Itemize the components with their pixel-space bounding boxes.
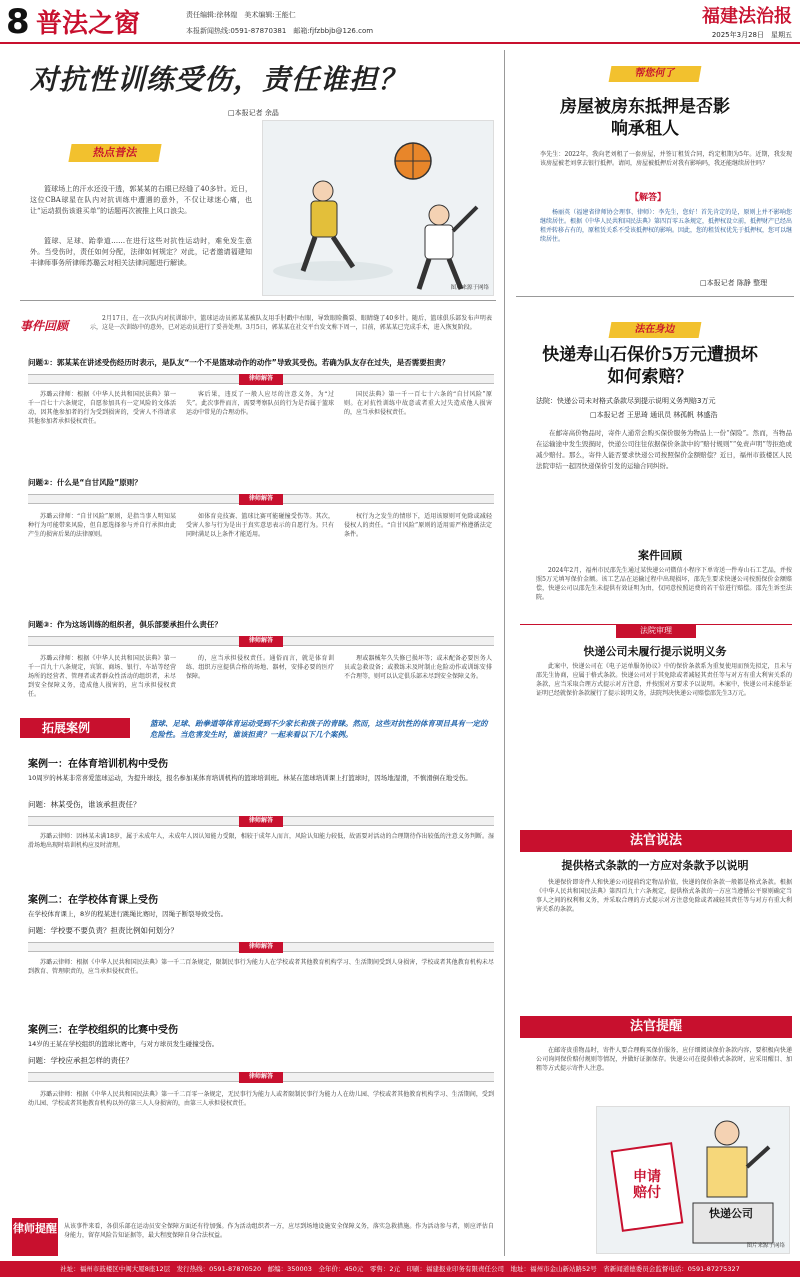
answer-bar-2 [28,494,494,504]
right2-lead: 在邮寄高价物品时，寄件人通常会购买保价服务为物品上一份“保险”。然而，当物品在运输途中发生毁损时，快递公司往往依据保价条款中的“赔付规则”“免责声明”等拒绝或减少赔付。那么，寄件人能否要求快递公司按照保价金额赔偿？近日，福州市鼓楼区人民法院审结一起因快递保价引发的运输合同纠纷。 [536,429,792,470]
judge-reminder-text: 在邮寄贵重物品时，寄件人要合理购买保价服务，应仔细阅读保价条款内容，要积极向快递公司询问保价赔付规则等情况，并做好证据保存。快递公司在提供格式条款时，应采用醒目、加粗等方式提示寄件人注意。 [536,1047,792,1072]
case-1-description: 10周岁的林某非常喜爱篮球运动，为提升球技，报名参加某体育培训机构的篮球培训班。林某在篮球培训课上打篮球时，因场地湿滑，不慎滑倒在地受伤。 [28,774,472,782]
court-section-rule [520,624,792,638]
right2-case-review-text: 2024年2月，福州市民邵先生通过某快递公司微信小程序下单寄送一件寿山石工艺品，并按照5万元填写保价金额。该工艺品在运输过程中出现损坏，邵先生要求快递公司按照保价金额赔偿，快递公司以邵先生未提供有效证明为由，仅同意按照运费的若干倍进行赔偿。邵先生诉至法院。 [536,567,792,601]
section-title: 普法之窗 [36,9,141,39]
extension-intro: 篮球、足球、跆拳道等体育运动受到不少家长和孩子的青睐。然而，这些对抗性的体育项目具有一定的危险性。当危害发生时，谁该担责？一起来看以下几个案例。 [150,719,488,739]
judge-reminder-banner: 法官提醒 [520,1016,792,1038]
case-review-tag: 事件回顾 [20,319,69,333]
column-divider [504,50,505,1256]
ask-answer-tag: 帮您何了 [609,66,702,82]
lawyer-reminder-tag: 律师提醒 [12,1218,58,1256]
answer-3-col-3: 理或器械年久失修已损坏等；或未配备必要医务人员或急救设备；或教练未及时制止危险动作或训练安排不合理等，则可以认定俱乐部未尽到安全保障义务。 [344,655,492,680]
case-1-title: 案例一：在体育培训机构中受伤 [28,759,168,770]
judge-subhead: 提供格式条款的一方应对条款予以说明 [561,859,749,872]
editors: 责任编辑:徐林煌 美术编辑:王能仁 [186,11,296,19]
case-3-description: 14岁的王某在学校组织的篮球比赛中，与对方球员发生碰撞受伤。 [28,1040,219,1048]
lead-paragraph-2: 篮球、足球、跆拳道……在进行这些对抗性运动时，难免发生意外。当受伤时，责任如何分配，法律如何规定？对此，记者邀请福建知丰律师事务所律师苏璐云对相关法律问题进行解读。 [30,237,252,267]
compensation-illustration-icon [597,1107,790,1254]
lawyer-reminder-text: 从该事件来看，各俱乐部在运动员安全保障方面还有待加强。作为活动组织者一方，应尽到场地设施安全保障义务，落实急救措施。作为活动参与者，则应评估自身能力，留存风险告知证据等，最大程度保障自身合法权益。 [64,1223,494,1239]
answer-label: 律师解答 [239,1072,283,1083]
basketball-illustration [262,120,494,296]
case-2-answer: 苏璐云律师：根据《中华人民共和国民法典》第一千二百条规定，限制民事行为能力人在学校或者其他教育机构学习、生活期间受到人身损害，学校或者其他教育机构未尽到教育、管理职责的，应当承担侵权责任。 [28,959,494,975]
case-review-text: 2月17日，在一次队内对抗训练中，篮球运动员郭某某被队友用手肘戳中右眼，导致眼睑撕裂、眼睛缝了40多针。随后，篮球俱乐部发布声明表示，这是一次训练中的意外，已对运动员进行了妥善处理。3月5日，郭某某在社交平台发文称下周一，目前，郭某某已完成手术，进入恢复阶段。 [90,315,492,331]
case-2-title: 案例二：在学校体育课上受伤 [28,895,158,906]
right1-headline: 房屋被房东抵押是否影响承租人 [560,97,730,139]
case-2-description: 在学校体育课上，8岁的程某进行跳绳比赛时，因绳子断裂导致受伤。 [28,910,228,918]
footer: 社址：福州市鼓楼区中闽大厦8座12层 发行热线：0591-87870520 邮编：350003 全年价：450元 零售：2元 印刷：福建报业印务有限责任公司 地址：福州市金山新站路52号 省新闻道德委员会监督电话：0591-87275327 [0,1261,800,1277]
hot-topic-tag: 热点普法 [68,144,161,162]
issue-date: 2025年3月28日 星期五 [711,31,792,39]
players-illustration-icon [263,121,494,296]
right2-subhead: 法院：快递公司未对格式条款尽到提示说明义务判赔3万元 [536,397,716,405]
right1-question: 李先生：2022年，我向老刘租了一套房屋，并签订租赁合同，约定租期为5年。近期，我发现该房屋被老刘拿去银行抵押。请问，房屋被抵押后对我有影响吗，我还能继续居住吗？ [540,151,792,167]
right2-headline: 快递寿山石保价5万元遭损坏如何索赔？ [542,345,758,387]
right1-answer: 杨丽英（福建省律师协会理事、律师）：李先生，您好！首先肯定的是，原则上并不影响您继续居住。根据《中华人民共和国民法典》第四百零五条规定，抵押权设立前，抵押财产已经出租并转移占有的，原租赁关系不受该抵押权的影响。因此，您的租赁权优先于抵押权，您可以继续居住。 [540,209,793,243]
court-subhead: 快递公司未履行提示说明义务 [583,645,727,658]
hotline: 本报新闻热线:0591-87870381 邮箱:fjfzbbjb@126.com [186,27,374,35]
court-text: 此案中，快递公司在《电子运单服务协议》中的保价条款系为重复使用而预先拟定，且未与邵先生协商，应属于格式条款。快递公司对于其免除或者减轻其责任等与对方有重大利害关系的条款，应当采取合理方式提示对方注意，并按照对方要求予以说明。本案中，快递公司未能举证证明已经就保价条款履行了提示说明义务，法院判决快递公司赔偿邵先生3万元。 [536,663,792,697]
answer-label: 律师解答 [239,942,283,953]
lead-paragraph-1: 篮球场上的汗水还没干透，郭某某的右眼已经缝了40多针。近日，这位CBA球星在队内对抗训练中遭遇的意外，不仅让球迷心痛，也让“运动损伤该谁买单”的话题再次被推上风口浪尖。 [30,185,252,215]
answer-bar-case-2 [28,942,494,952]
answer-label: 律师解答 [239,494,283,505]
masthead [0,0,800,44]
right1-byline: □本报记者 陈静 整理 [700,279,768,287]
page-number: 8 [6,2,30,42]
claim-illustration [596,1106,790,1254]
answer-2-col-2: 如体育竞技赛、篮球比赛可能碰撞受伤等。其次，受害人参与行为是出于真实意思表示的自愿行为。只有同时满足以上条件才能适用。 [186,513,334,538]
law-around-tag: 法在身边 [609,322,702,338]
answer-bar-case-3 [28,1072,494,1082]
answer-label: 律师解答 [239,374,283,385]
divider [516,296,794,297]
answer-3-col-1: 苏璐云律师：根据《中华人民共和国民法典》第一千一百九十八条规定，宾馆、商场、银行、车站等经营场所的经营者、管理者或者群众性活动的组织者，未尽到安全保障义务，造成他人损害的，应当承担侵权责任。 [28,655,176,698]
extension-cases-tag: 拓展案例 [20,718,130,738]
answer-bar-1 [28,374,494,384]
paper-name: 福建法治报 [702,6,792,27]
answer-2-col-3: 权行为之发生的情形下，适用该原则可免除或减轻侵权人的责任。“自甘风险”原则的适用需严格遵循法定条件。 [344,513,492,538]
case-2-question: 问题：学校要不要负责？担责比例如何划分？ [28,926,178,935]
right1-answer-label: 【解答】 [630,193,667,203]
right2-byline: □本报记者 王思琦 通讯员 林孤帆 林盛浩 [590,411,718,419]
case-3-title: 案例三：在学校组织的比赛中受伤 [28,1025,178,1036]
main-headline: 对抗性训练受伤，责任谁担？ [30,63,408,96]
image-credit: 图片来源于网络 [746,1243,785,1250]
image-credit: 图片来源于网络 [450,285,489,292]
divider [20,300,496,301]
answer-bar-case-1 [28,816,494,826]
courier-sign-text: 快递公司 [709,1207,753,1220]
case-1-question: 问题：林某受伤，谁该承担责任？ [28,800,141,809]
answer-1-col-2: 客后果，违反了一般人应尽的注意义务，为“过失”。此次事件而言，需要考察队员的行为是否属于篮球运动中常见的合理动作。 [186,391,334,416]
judge-text: 快递保价即寄件人和快递公司提前约定物品价值，快递的保价条款一般都是格式条款。根据《中华人民共和国民法典》第四百九十六条规定，提供格式条款的一方应当遵循公平原则确定当事人之间的权利和义务，并采取合理的方式提示对方注意免除或者减轻其责任等与对方有重大利害关系的条款。 [536,879,792,913]
case-3-question: 问题：学校应承担怎样的责任？ [28,1056,133,1065]
judge-says-banner: 法官说法 [520,830,792,852]
court-title: 法院审理 [616,624,696,638]
claim-sign-text: 申请赔付 [633,1169,661,1201]
answer-3-col-2: 的，应当承担侵权责任。通俗而言，就是体育训练、组织方应提供合格的场地、器材，安排必要的医疗保障。 [186,655,334,680]
case-1-answer: 苏璐云律师：因林某未满18岁，属于未成年人，未成年人因认知能力受限，相较于成年人而言，风险认知能力较低，故需要对活动的合理期待作出较低的注意义务判断。湿滑场地出现时培训机构应及时清理。 [28,833,494,849]
question-1: 问题①：郭某某在讲述受伤经历时表示，是队友“一个不是篮球动作的动作”导致其受伤。若确为队友存在过失，是否需要担责？ [28,358,450,367]
answer-bar-3 [28,636,494,646]
answer-label: 律师解答 [239,816,283,827]
main-byline: □本报记者 余晶 [228,109,279,117]
question-3: 问题③：作为这场训练的组织者，俱乐部要承担什么责任？ [28,620,222,629]
question-2: 问题②：什么是“自甘风险”原则？ [28,478,142,487]
answer-1-col-1: 苏璐云律师：根据《中华人民共和国民法典》第一千一百七十六条规定，自愿参加具有一定风险的文体活动，因其他参加者的行为受到损害的，受害人不得请求其他参加者承担侵权责任。 [28,391,176,425]
right2-case-review-title: 案件回顾 [638,549,682,562]
case-3-answer: 苏璐云律师：根据《中华人民共和国民法典》第一千二百零一条规定，无民事行为能力人或者限制民事行为能力人在幼儿园、学校或者其他教育机构学习、生活期间，受到幼儿园、学校或者其他教育机构以外的第三人人身损害的，由第三人承担侵权责任。 [28,1091,494,1107]
answer-label: 律师解答 [239,636,283,647]
answer-1-col-3: 国民法典》第一千一百七十六条的“自甘风险”原则。在对抗性训练中故意或者重大过失造成他人损害的，应当承担侵权责任。 [344,391,492,416]
answer-2-col-1: 苏璐云律师：“自甘风险”原则，是指当事人明知某种行为可能带来风险，但自愿选择参与并自行承担由此产生的损害后果的法律原则。 [28,513,176,538]
